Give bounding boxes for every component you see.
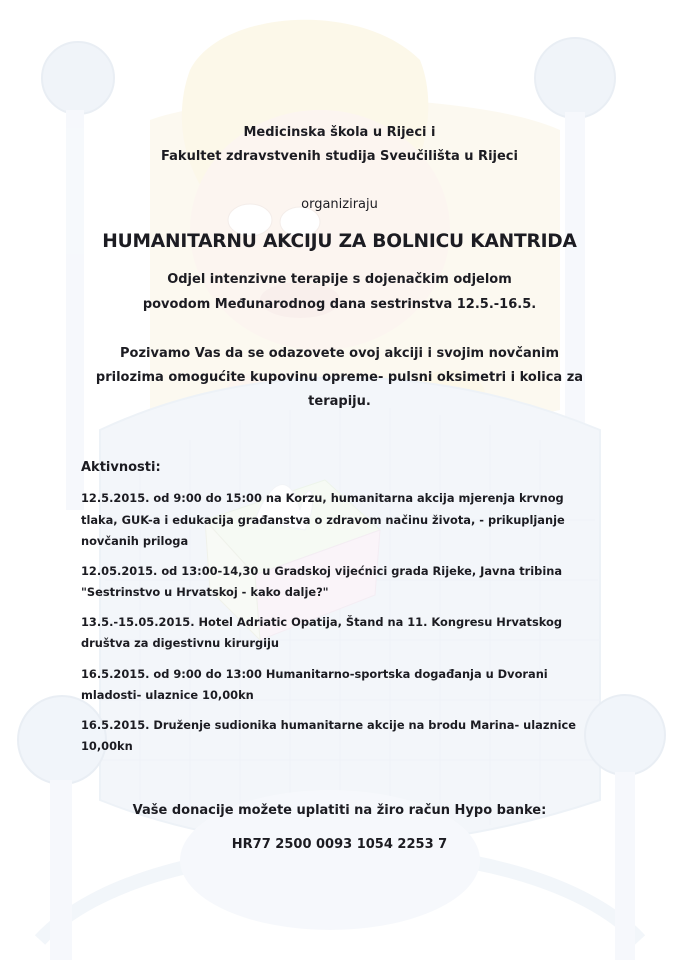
organizer-line-2: Fakultet zdravstvenih studija Sveučilišta u Rijeci	[161, 149, 518, 164]
page-title: HUMANITARNU AKCIJU ZA BOLNICU KANTRIDA	[102, 231, 577, 252]
invitation-line-3: terapiju.	[308, 394, 371, 409]
activity-3-line-2: društva za digestivnu kirurgiju	[81, 636, 280, 650]
activity-2-line-2: "Sestrinstvo u Hrvatskoj - kako dalje?"	[81, 585, 329, 599]
activity-5-line-2: 10,00kn	[81, 739, 133, 753]
subtitle-line-2: povodom Međunarodnog dana sestrinstva 12.5.-16.5.	[142, 297, 537, 312]
activity-1-line-2: tlaka, GUK-a i edukacija građanstva o zdravom načinu života, - prikupljanje	[81, 513, 565, 527]
activity-2-line-1: 12.05.2015. od 13:00-14,30 u Gradskoj vijećnici grada Rijeke, Javna tribina	[81, 564, 563, 578]
invitation-line-2: prilozima omogućite kupovinu opreme- pulsni oksimetri i kolica za	[95, 370, 584, 385]
donation-text: Vaše donacije možete uplatiti na žiro račun Hypo banke:	[132, 803, 547, 818]
activity-4-line-2: mladosti- ulaznice 10,00kn	[81, 688, 254, 702]
activity-1-line-3: novčanih priloga	[81, 534, 189, 548]
organizer-line-1: Medicinska škola u Rijeci i	[243, 125, 436, 140]
iban: HR77 2500 0093 1054 2253 7	[231, 837, 448, 852]
subtitle-line-1: Odjel intenzivne terapije s dojenačkim odjelom	[167, 272, 512, 287]
activities-heading: Aktivnosti:	[81, 460, 161, 475]
activity-5-line-1: 16.5.2015. Druženje sudionika humanitarne akcije na brodu Marina- ulaznice	[81, 718, 576, 732]
organize-word: organiziraju	[301, 197, 378, 212]
activity-4-line-1: 16.5.2015. od 9:00 do 13:00 Humanitarno-sportska događanja u Dvorani	[81, 667, 548, 681]
activity-3-line-1: 13.5.-15.05.2015. Hotel Adriatic Opatija, Štand na 11. Kongresu Hrvatskog	[81, 615, 563, 629]
invitation-line-1: Pozivamo Vas da se odazovete ovoj akciji i svojim novčanim	[120, 346, 559, 361]
activity-1-line-1: 12.5.2015. od 9:00 do 15:00 na Korzu, humanitarna akcija mjerenja krvnog	[81, 491, 564, 505]
